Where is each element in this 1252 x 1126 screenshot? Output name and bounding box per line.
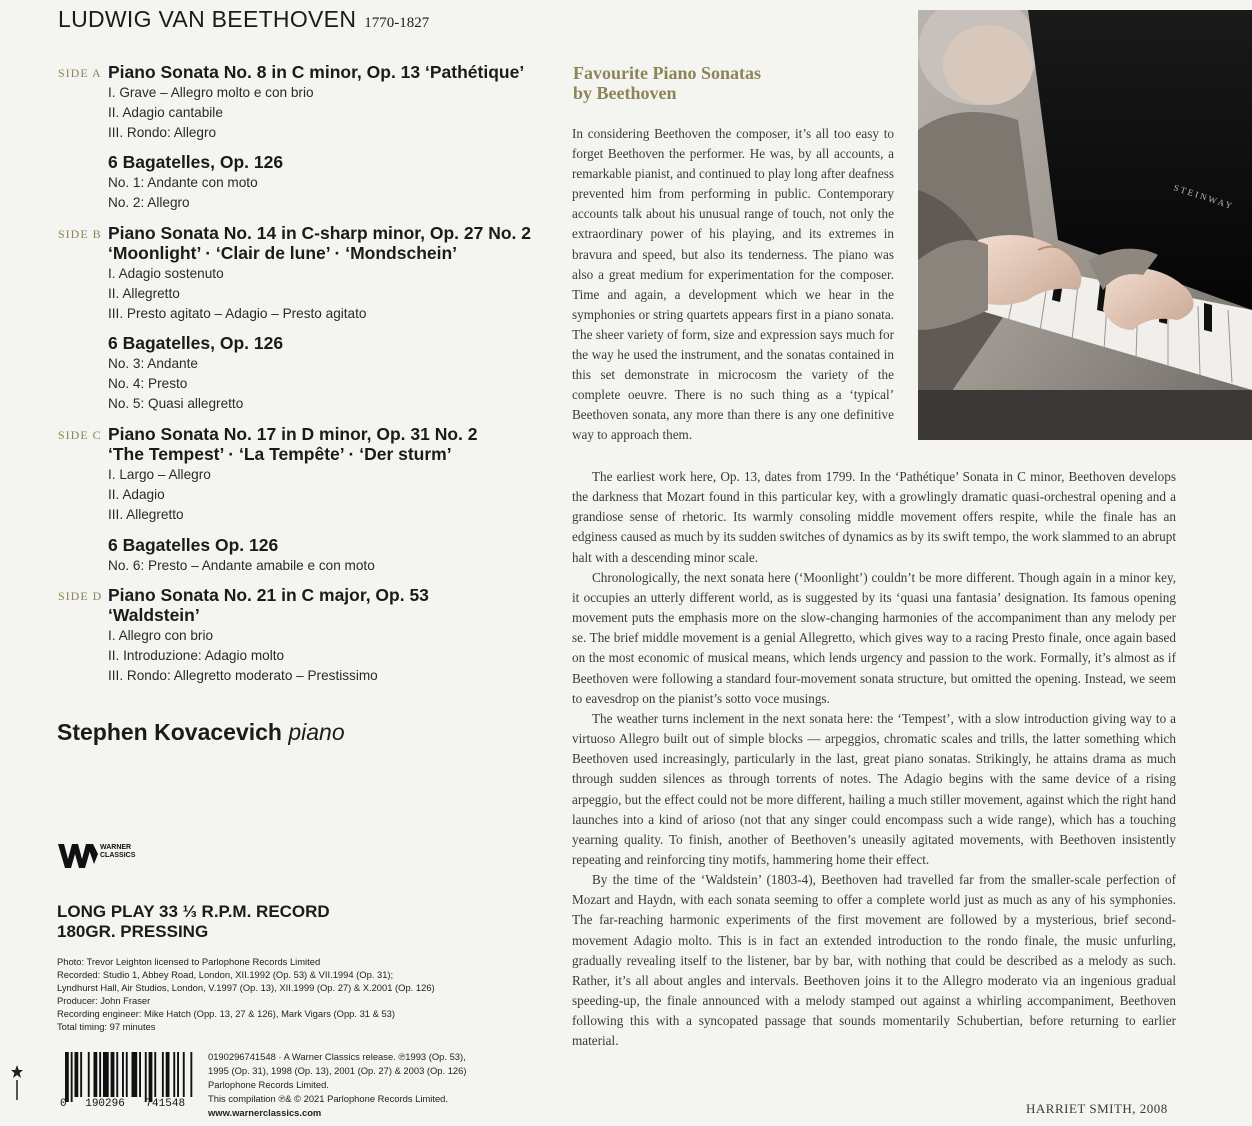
essay-body bbox=[572, 467, 1176, 1052]
star-logo-icon bbox=[10, 1063, 24, 1103]
composer-name: LUDWIG VAN BEETHOVEN bbox=[58, 6, 357, 32]
side-d-label: SIDE D bbox=[58, 589, 103, 603]
release-line: 1995 (Op. 31), 1998 (Op. 13), 2001 (Op. 27) & 2003 (Op. 126) bbox=[208, 1065, 467, 1076]
movement: I. Largo – Allegro bbox=[108, 467, 211, 482]
work-subtitle: ‘Waldstein’ bbox=[108, 605, 200, 625]
movement: No. 1: Andante con moto bbox=[108, 175, 258, 190]
barcode-left: 190296 bbox=[85, 1098, 125, 1110]
side-b-label: SIDE B bbox=[58, 227, 102, 241]
work-title: Piano Sonata No. 14 in C-sharp minor, Op. 27 No. 2 bbox=[108, 223, 531, 243]
work-subtitle: ‘The Tempest’ · ‘La Tempête’ · ‘Der sturm’ bbox=[108, 444, 452, 464]
credits bbox=[57, 955, 435, 1033]
work-subtitle: ‘Moonlight’ · ‘Clair de lune’ · ‘Mondschein’ bbox=[108, 243, 458, 263]
movement: I. Adagio sostenuto bbox=[108, 266, 224, 281]
release-info bbox=[208, 1050, 467, 1120]
essay-title-line: by Beethoven bbox=[573, 83, 677, 103]
credit-line: Photo: Trevor Leighton licensed to Parlophone Records Limited bbox=[57, 956, 321, 967]
work-title: Piano Sonata No. 17 in D minor, Op. 31 No. 2 bbox=[108, 424, 478, 444]
movement: II. Adagio cantabile bbox=[108, 105, 223, 120]
performer-instrument: piano bbox=[288, 719, 345, 745]
barcode-bar bbox=[149, 1052, 153, 1102]
barcode-bar bbox=[80, 1052, 82, 1097]
record-format bbox=[57, 902, 330, 942]
side-a-label: SIDE A bbox=[58, 66, 102, 80]
barcode-bar bbox=[65, 1052, 69, 1102]
barcode-bar bbox=[99, 1052, 101, 1097]
work-title: 6 Bagatelles, Op. 126 bbox=[108, 152, 284, 172]
barcode-bar bbox=[154, 1052, 156, 1097]
barcode-lead: 0 bbox=[60, 1098, 67, 1110]
work-title: Piano Sonata No. 8 in C minor, Op. 13 ‘Pathétique’ bbox=[108, 62, 525, 82]
barcode-bar bbox=[122, 1052, 124, 1097]
barcode-bar bbox=[166, 1052, 170, 1097]
performer-name: Stephen Kovacevich bbox=[57, 719, 282, 745]
logo-text-line: WARNER bbox=[100, 844, 132, 851]
side-c-label: SIDE C bbox=[58, 428, 102, 442]
essay-paragraph: In considering Beethoven the composer, it’s all too easy to forget Beethoven the performer. He was, by all accounts, a remarkable pianist, and continued to play long after deafness prevented him from performing in public. Contemporary accounts talk about his unusual range of touch, not only the extraordinary power of his playing, and its extremes in bravura and speed, but also its tenderness. The piano was also a great medium for experimentation for the composer. Time and again, a development which we hear in the symphonies or string quartets appears first in a piano sonata. The sheer variety of form, size and expression says much for the way he used the instrument, and the sonatas contained in this set demonstrate in microcosm the variety of the complete oeuvre. There is no such thing as a ‘typical’ Beethoven sonata, any more than there is any one definitive way to approach them. bbox=[572, 126, 894, 443]
movement: III. Allegretto bbox=[108, 507, 184, 522]
barcode-bar bbox=[177, 1052, 179, 1097]
credit-line: Recorded: Studio 1, Abbey Road, London, XII.1992 (Op. 53) & VII.1994 (Op. 31); bbox=[57, 969, 394, 980]
movement: II. Introduzione: Adagio molto bbox=[108, 648, 285, 663]
credit-line: Recording engineer: Mike Hatch (Opp. 13, 27 & 126), Mark Vigars (Opp. 31 & 53) bbox=[57, 1008, 396, 1019]
movement: No. 6: Presto – Andante amabile e con moto bbox=[108, 558, 375, 573]
piano-brand-text: S T E I N W A Y bbox=[1172, 182, 1234, 211]
barcode-bar bbox=[173, 1052, 175, 1097]
work-title: Piano Sonata No. 21 in C major, Op. 53 bbox=[108, 585, 429, 605]
barcode-right: 741548 bbox=[145, 1098, 186, 1110]
composer-heading bbox=[58, 6, 429, 33]
work-title: 6 Bagatelles Op. 126 bbox=[108, 535, 279, 555]
credit-line: Total timing: 97 minutes bbox=[57, 1021, 156, 1032]
logo-text-line: CLASSICS bbox=[100, 852, 136, 859]
pianist-photo bbox=[918, 10, 1252, 440]
barcode-bar bbox=[103, 1052, 109, 1097]
movement: No. 4: Presto bbox=[108, 376, 188, 391]
essay-paragraph: Chronologically, the next sonata here (‘Moonlight’) couldn’t be more different. Though again in a minor key, it occupies an utterly different world, as is suggested by its ‘quasi una fantasia’ designation. Its famous opening movement puts the emphasis more on the slow-changing harmonies of the accompaniment than any melody per se. The brief middle movement is a genial Allegretto, which gives way to a racing Presto finale, once again based on the most economic of musical means, which lends urgency and passion to the work. Formally, it’s almost as if Beethoven were following a standard four-movement sonata structure, but omitted the opening. Instead, we seem to eavesdrop on the pianist’s sotto voce musings. bbox=[572, 569, 1176, 706]
barcode-bar bbox=[183, 1052, 185, 1097]
barcode-number bbox=[60, 1098, 185, 1110]
credit-line: Lyndhurst Hall, Air Studios, London, V.1997 (Op. 13), XII.1999 (Op. 27) & X.2001 (Op. 126) bbox=[57, 982, 435, 993]
movement: II. Adagio bbox=[108, 487, 165, 502]
release-line: Parlophone Records Limited. bbox=[208, 1079, 329, 1090]
release-line: 0190296741548 · A Warner Classics release. ℗1993 (Op. 53), bbox=[208, 1051, 466, 1062]
barcode-bar bbox=[162, 1052, 164, 1097]
movement: III. Presto agitato – Adagio – Presto agitato bbox=[108, 306, 367, 321]
website-link[interactable]: www.warnerclassics.com bbox=[208, 1107, 322, 1118]
credit-line: Producer: John Fraser bbox=[57, 995, 151, 1006]
essay-paragraph: By the time of the ‘Waldstein’ (1803-4), Beethoven had travelled far from the smaller-scale perfection of Mozart and Haydn, with each sonata seeming to offer a complete world just as much as any of his symphonies. The far-reaching harmonic experiments of the first movement are followed by a mysterious, brief second-movement Adagio molto. This is in fact an extended introduction to the rondo finale, the music unfurling, gradually revealing itself to the listener, bar by bar, with nothing that could be described as a melody as such. Rather, it’s all about angles and intervals. Beethoven joins it to the Allegro moderato via an ingenious gradual speeding-up, the finale announced with a melody stamped out against a whirling accompaniment, Beethoven following this with a syncopated passage that sounds momentarily Schubertian, before returning to earlier material. bbox=[572, 872, 1176, 1049]
movement: No. 2: Allegro bbox=[108, 195, 190, 210]
movement: I. Allegro con brio bbox=[108, 628, 214, 643]
barcode-bar bbox=[190, 1052, 192, 1097]
movement: III. Rondo: Allegretto moderato – Prestissimo bbox=[108, 668, 378, 683]
format-line: 180GR. PRESSING bbox=[57, 922, 209, 941]
barcode-bar bbox=[145, 1052, 147, 1102]
barcode-bar bbox=[88, 1052, 90, 1097]
work-title: 6 Bagatelles, Op. 126 bbox=[108, 333, 284, 353]
essay-paragraph: The weather turns inclement in the next sonata here: the ‘Tempest’, with a slow introduction giving way to a virtuoso Allegro built out of simple blocks — arpeggios, chromatic scales and trills, the latter something which Beethoven used increasingly, particularly in the last, great piano sonatas. Strikingly, he attains drama as much through sudden silences as through torrents of notes. The Adagio begins with the same device of a rising arpeggio, but the effect could not be more different, hailing a much stiller movement, against which the right hand launches into a kind of arioso (not that any singer could encompass such a wide range), which has a touching yearning quality. To finish, another of Beethoven’s uneasily agitated movements, with Beethoven insistently repeating and reinforcing tiny motifs, hammering home their effect. bbox=[572, 710, 1176, 867]
movement: No. 3: Andante bbox=[108, 356, 198, 371]
movement: I. Grave – Allegro molto e con brio bbox=[108, 85, 314, 100]
essay-signature: HARRIET SMITH, 2008 bbox=[1026, 1101, 1168, 1116]
warner-w-icon bbox=[57, 842, 99, 870]
barcode-bar bbox=[94, 1052, 98, 1097]
movement: No. 5: Quasi allegretto bbox=[108, 396, 244, 411]
essay-paragraph: The earliest work here, Op. 13, dates from 1799. In the ‘Pathétique’ Sonata in C minor, Beethoven develops the darkness that Mozart found in this particular key, with a growlingly dramatic quasi-orchestral opening and a grandiose sense of rhetoric. Its warmly consoling middle movement offers respite, while the finale has an edginess caused as much by its sudden switches of dynamics as by its swift tempo, the work slammed to an abrupt halt with a descending minor scale. bbox=[572, 469, 1176, 565]
warner-classics-logo bbox=[57, 841, 147, 871]
composer-dates: 1770-1827 bbox=[364, 15, 430, 31]
barcode-bar bbox=[71, 1052, 73, 1102]
essay-title bbox=[573, 63, 761, 103]
barcode-bar bbox=[139, 1052, 141, 1097]
performer bbox=[57, 719, 345, 746]
movement: II. Allegretto bbox=[108, 286, 180, 301]
movement: III. Rondo: Allegro bbox=[108, 125, 217, 140]
barcode-bar bbox=[116, 1052, 118, 1097]
format-line: LONG PLAY 33 ⅓ R.P.M. RECORD bbox=[57, 902, 330, 921]
logo-text bbox=[100, 844, 135, 860]
essay-title-line: Favourite Piano Sonatas bbox=[573, 63, 762, 83]
barcode-bar bbox=[132, 1052, 138, 1097]
barcode-bar bbox=[75, 1052, 79, 1097]
barcode-bar bbox=[126, 1052, 128, 1097]
release-line: This compilation ℗& © 2021 Parlophone Records Limited. bbox=[208, 1093, 448, 1104]
barcode-bar bbox=[111, 1052, 115, 1097]
